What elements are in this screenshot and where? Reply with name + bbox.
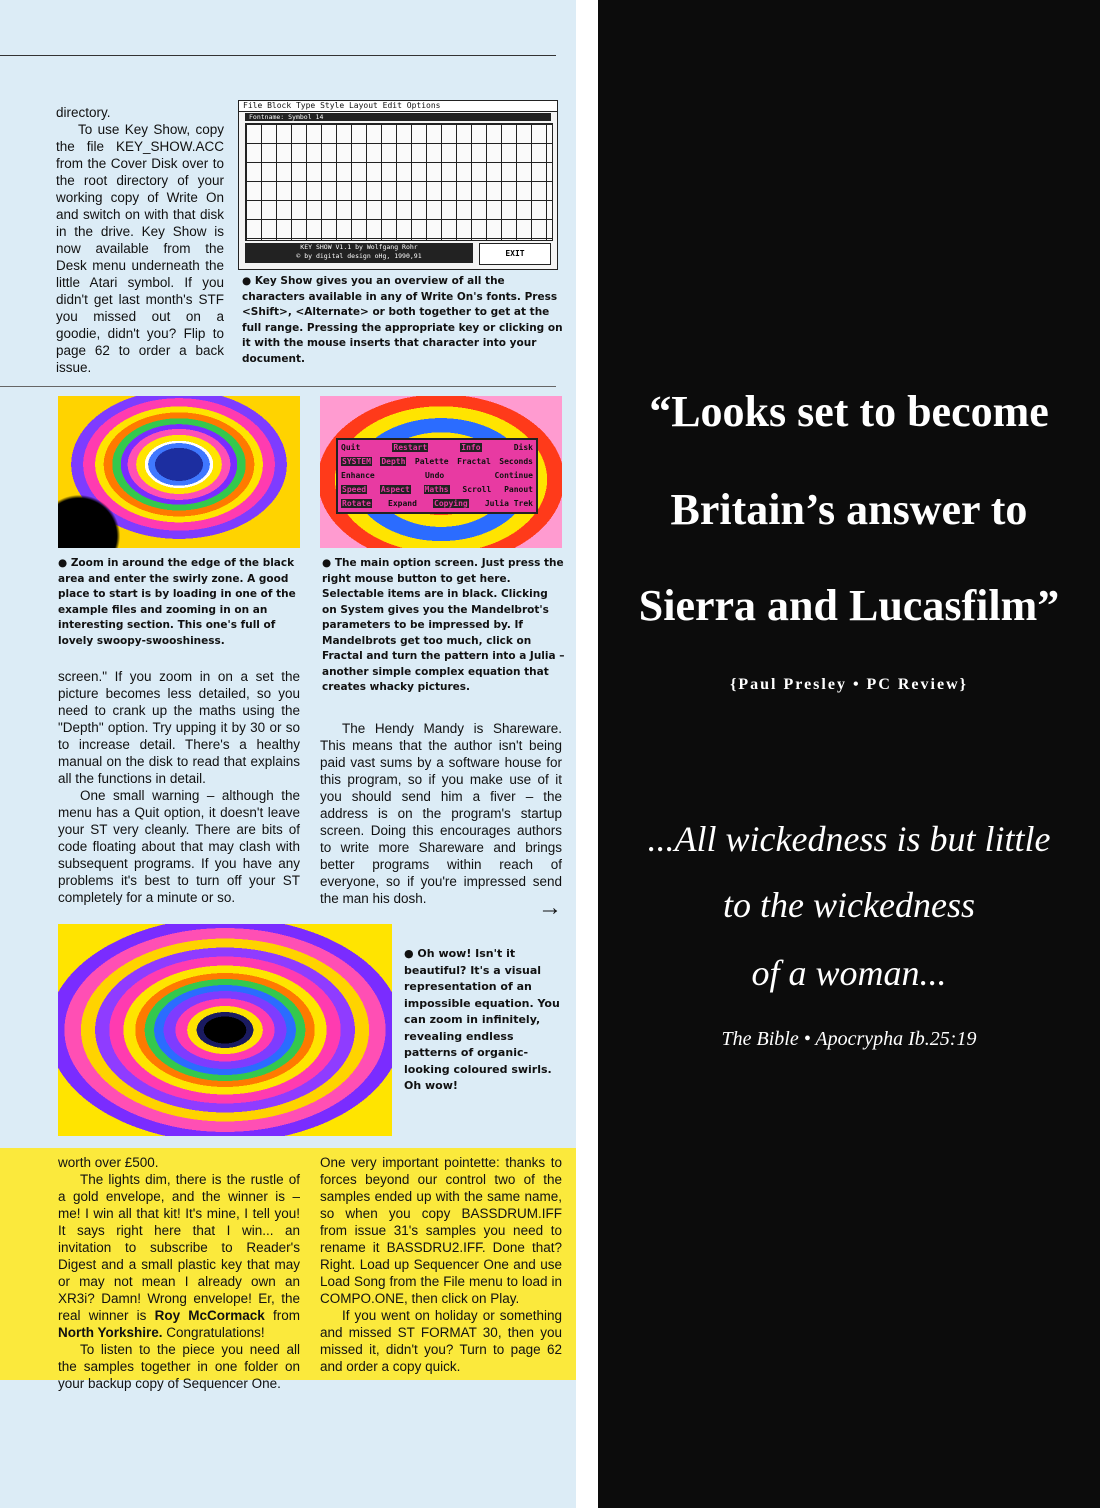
options-item-5-4: Julia Trek: [484, 498, 533, 508]
options-item-2-3: Palette: [414, 456, 449, 466]
fractal-black-area: [58, 488, 128, 548]
options-item-4-1: Speed: [342, 484, 367, 494]
fractal-ohwow-image: [58, 924, 392, 1136]
yellow-left-p2: [58, 1171, 300, 1341]
options-item-3-3: Continue: [494, 470, 533, 480]
col1-paragraph-2: One small warning – although the menu has a Quit option, it doesn't leave your ST very cleanly. There are bits of code floating about that may clash with subsequent programs. If you have any problems it's best to turn off your ST completely for a minute or so.: [58, 788, 300, 905]
options-item-2-5: Seconds: [499, 456, 533, 466]
options-item-1-4: Disk: [513, 442, 533, 452]
advert-panel: [598, 0, 1100, 1508]
caption-options: ● The main option screen. Just press the right mouse button to get here. Selectable items are in black. Clicking on System gives you the Mandelbrot's parameters to be impressed by. If Mandelbrots get too much, click on Fractal and turn the pattern into a Julia – another simple complex equation that creates whacky pictures.: [322, 557, 565, 693]
top-rule: [0, 55, 556, 56]
keyshow-credit-2: © by digital design oHg, 1990,91: [296, 252, 422, 260]
yellow-right-text: [320, 1154, 562, 1375]
options-menu: [336, 438, 538, 514]
col2-paragraph: The Hendy Mandy is Shareware. This means that the author isn't being paid vast sums by a software house for this program, so if you make use of it you should send him a fiver – the address is on the program's startup screen. Doing this encourages authors to write more Shareware and brings better programs within reach of everyone, so if you're impressed send the man his dosh.: [320, 721, 562, 906]
yellow-right-p2: If you went on holiday or something and missed ST FORMAT 30, then you missed it, didn't you? Turn to page 62 and order a copy quick.: [320, 1308, 562, 1374]
ad-bible-source: The Bible • Apocrypha Ib.25:19: [721, 1028, 977, 1050]
options-item-2-2: Depth: [381, 456, 406, 466]
options-row-5: [338, 496, 536, 510]
yellow-left-text: [58, 1154, 300, 1392]
fractal-zoom-image: [58, 396, 300, 548]
col1-paragraph-1: screen." If you zoom in on a set the picture becomes less detailed, so you need to crank up the maths using the "Depth" option. Try upping it by 30 or so to increase detail. There's a healthy manual on the disk to read that explains all the functions in detail.: [58, 669, 300, 786]
options-row-1: [338, 440, 536, 454]
options-item-1-2: Restart: [393, 442, 428, 452]
keyshow-fontname: Fontname: Symbol 14: [245, 113, 551, 121]
options-row-4: [338, 482, 536, 496]
options-item-4-4: Scroll: [462, 484, 492, 494]
col2-text: [320, 720, 562, 907]
options-item-3-1: Enhance: [341, 470, 375, 480]
yellow-left-p2a: The lights dim, there is the rustle of a gold envelope, and the winner is – me! I win all that kit! It's mine, I tell you! It says right here that I win... an invitation to subscribe to Reader's Digest and a small plastic key that may or may not mean I already own an XR3i? Damn! Wrong envelope! Er, the real winner is: [58, 1172, 300, 1323]
ad-quote-line-3: Sierra and Lucasfilm”: [638, 581, 1060, 630]
yellow-right-p1: One very important pointette: thanks to forces beyond our control two of the samples ended up with the same name, so when you copy BASSDRUM.IFF from issue 31's samples you need to rename it BASSDRU2.IFF. Done that? Right. Load up Sequencer One and use Load Song from the File menu to load in COMPO.ONE, then click on Play.: [320, 1155, 562, 1306]
competition-box: [0, 1148, 576, 1391]
winner-name: Roy McCormack: [154, 1308, 265, 1323]
keyshow-screenshot: [238, 100, 558, 270]
keyshow-window: [238, 100, 558, 270]
ad-quote-source: {Paul Presley • PC Review}: [730, 676, 968, 693]
gutter: [576, 0, 598, 1508]
ad-quote-line-2: Britain’s answer to: [670, 485, 1028, 534]
options-item-3-2: Undo: [424, 470, 445, 480]
keyshow-paragraph: To use Key Show, copy the file KEY_SHOW.ACC from the Cover Disk over to the root directory of your working copy of Write On and switch on with that disk in the drive. Key Show is now available from the Desk menu underneath the little Atari symbol. If you didn't get last month's STF you missed out on a goodie, didn't you? Flip to page 62 to order a back issue.: [56, 122, 224, 375]
options-item-1-3: Info: [461, 442, 481, 452]
options-row-2: [338, 454, 536, 468]
yellow-left-p3: To listen to the piece you need all the samples together in one folder on your backup copy of Sequencer One.: [58, 1342, 300, 1391]
options-item-4-3: Maths: [424, 484, 449, 494]
keyshow-exit-button: EXIT: [479, 243, 551, 265]
caption-zoom: ● Zoom in around the edge of the black area and enter the swirly zone. A good place to start is by loading in one of the example files and zooming in on an interesting section. This one's full of lovely swoopy-swooshiness.: [58, 557, 296, 647]
continue-arrow-icon: →: [538, 894, 562, 921]
options-row-3: [338, 468, 536, 482]
section-rule: [0, 386, 556, 387]
yellow-left-p1: worth over £500.: [58, 1155, 159, 1170]
caption-ohwow: ● Oh wow! Isn't it beautiful? It's a visual representation of an impossible equation. You can zoom in infinitely, revealing endless patterns of organic-looking coloured swirls. Oh wow!: [404, 947, 560, 1092]
col1-text: [58, 668, 300, 906]
ad-bible-line-2: to the wickedness: [723, 885, 975, 925]
options-item-1-1: Quit: [341, 442, 361, 452]
winner-place: North Yorkshire.: [58, 1325, 163, 1340]
keyshow-credits: [245, 243, 473, 263]
options-item-5-3: Copying: [434, 498, 468, 508]
ad-bible-line-1: ...All wickedness is but little: [647, 819, 1051, 859]
caption-keyshow: ● Key Show gives you an overview of all the characters available in any of Write On's fonts. Press <Shift>, <Alternate> or both together to get at the full range. Pressing the appropriate key or clicking on it with the mouse inserts that character into your document.: [242, 275, 563, 365]
ad-quote-line-1: “Looks set to become: [649, 387, 1049, 436]
winner-from: from: [272, 1308, 300, 1323]
options-item-5-2: Expand: [388, 498, 417, 508]
keyshow-keyboard-grid: [245, 123, 553, 241]
options-item-4-5: Panout: [504, 484, 533, 494]
options-screen-image: [320, 396, 562, 548]
keyshow-credit-1: KEY SHOW V1.1 by Wolfgang Rohr: [300, 243, 418, 251]
keyshow-menubar: File Block Type Style Layout Edit Options: [239, 101, 557, 112]
options-item-4-2: Aspect: [380, 484, 410, 494]
options-item-2-1: SYSTEM: [342, 456, 371, 466]
winner-congrats: Congratulations!: [166, 1325, 265, 1340]
options-item-5-1: Rotate: [342, 498, 371, 508]
top-text: directory.: [56, 105, 111, 120]
keyshow-text: [56, 104, 224, 376]
ad-bible-line-3: of a woman...: [751, 953, 947, 993]
options-item-2-4: Fractal: [457, 456, 491, 466]
